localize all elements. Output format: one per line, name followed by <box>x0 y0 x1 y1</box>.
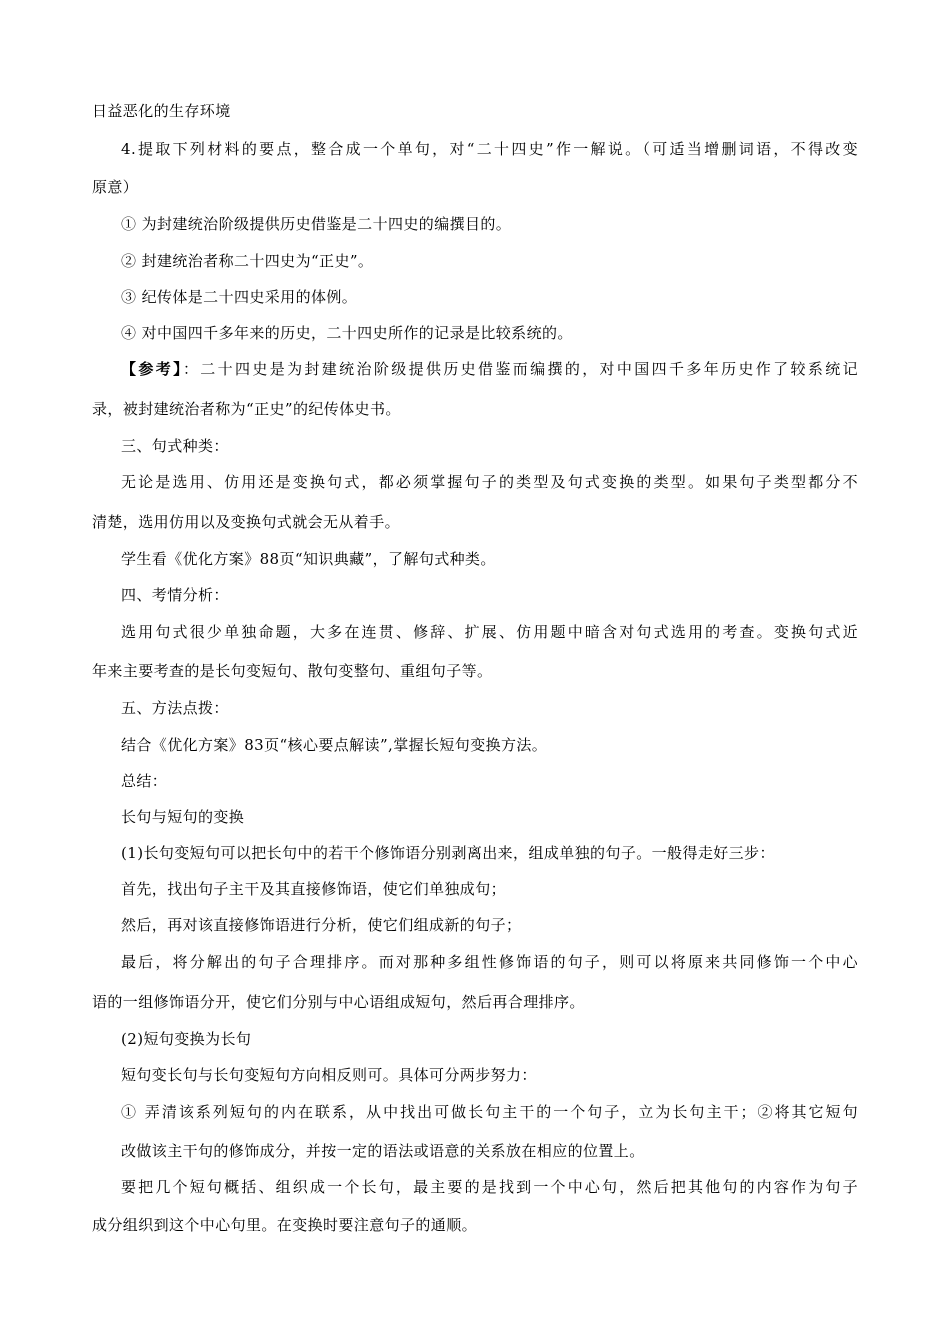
text-line: 4.提取下列材料的要点，整合成一个单句，对“二十四史”作一解说。（可适当增删词语，不得改变 <box>121 140 858 158</box>
text-line: 总结： <box>121 772 168 790</box>
text-line: 要把几个短句概括、组织成一个长句，最主要的是找到一个中心句，然后把其他句的内容作为句子 <box>121 1178 858 1196</box>
section-heading: 五、方法点拨： <box>121 699 229 717</box>
reference-line <box>121 359 858 379</box>
reference-text: ：二十四史是为封建统治阶级提供历史借鉴而编撰的，对中国四千多年历史作了较系统记 <box>182 360 858 378</box>
text-line: 然后，再对该直接修饰语进行分析，使它们组成新的句子； <box>121 916 522 934</box>
text-line: 最后，将分解出的句子合理排序。而对那种多组性修饰语的句子，则可以将原来共同修饰一个中心 <box>121 953 858 971</box>
text-line: (1)长句变短句可以把长句中的若干个修饰语分别剥离出来，组成单独的句子。一般得走好三步： <box>121 844 775 862</box>
text-line: 学生看《优化方案》88页“知识典藏”，了解句式种类。 <box>121 550 496 568</box>
text-line: ③ 纪传体是二十四史采用的体例。 <box>121 288 358 306</box>
text-line: ④ 对中国四千多年来的历史，二十四史所作的记录是比较系统的。 <box>121 324 573 342</box>
text-line: ① 弄清该系列短句的内在联系，从中找出可做长句主干的一个句子，立为长句主干；②将其它短句 <box>121 1103 858 1121</box>
reference-label: 【参考】 <box>121 360 183 378</box>
section-heading: 四、考情分析： <box>121 586 229 604</box>
text-line: ② 封建统治者称二十四史为“正史”。 <box>121 252 374 270</box>
text-line: 结合《优化方案》83页“核心要点解读”,掌握长短句变换方法。 <box>121 736 548 754</box>
text-line: 无论是选用、仿用还是变换句式，都必须掌握句子的类型及句式变换的类型。如果句子类型都分不 <box>121 473 858 491</box>
subheading: (2)短句变换为长句 <box>121 1030 252 1048</box>
section-heading: 三、句式种类： <box>121 437 229 455</box>
text-line: 首先，找出句子主干及其直接修饰语，使它们单独成句； <box>121 880 507 898</box>
text-line: 原意） <box>92 178 139 196</box>
text-line: 日益恶化的生存环境 <box>92 102 231 120</box>
text-line: 选用句式很少单独命题，大多在连贯、修辞、扩展、仿用题中暗含对句式选用的考查。变换句式近 <box>121 623 858 641</box>
text-line: ① 为封建统治阶级提供历史借鉴是二十四史的编撰目的。 <box>121 215 512 233</box>
text-line: 成分组织到这个中心句里。在变换时要注意句子的通顺。 <box>92 1216 478 1234</box>
text-line: 清楚，选用仿用以及变换句式就会无从着手。 <box>92 513 401 531</box>
subheading: 长句与短句的变换 <box>121 808 245 826</box>
text-line: 年来主要考查的是长句变短句、散句变整句、重组句子等。 <box>92 662 493 680</box>
text-line: 改做该主干句的修饰成分，并按一定的语法或语意的关系放在相应的位置上。 <box>121 1142 645 1160</box>
text-line: 短句变长句与长句变短句方向相反则可。具体可分两步努力： <box>121 1066 537 1084</box>
text-line: 录，被封建统治者称为“正史”的纪传体史书。 <box>92 400 401 418</box>
text-line: 语的一组修饰语分开，使它们分别与中心语组成短句，然后再合理排序。 <box>92 993 585 1011</box>
